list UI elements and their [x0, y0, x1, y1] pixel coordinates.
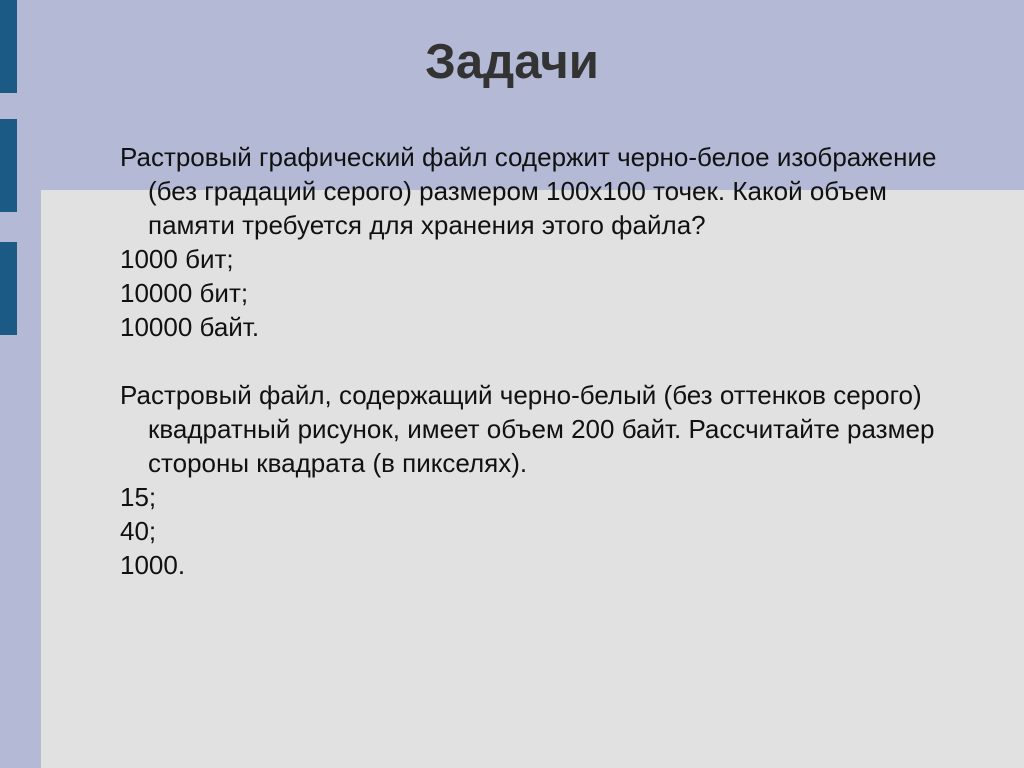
accent-bar-bottom	[0, 242, 17, 335]
task-1-answer-2: 10000 бит;	[120, 278, 249, 308]
slide-title: Задачи	[425, 35, 599, 89]
task-2-question: Растровый файл, содержащий черно-белый (без оттенков серого) квадратный рисунок, имеет объем 200 байт. Рассчитайте размер стороны квадрата (в пикселях).	[120, 380, 935, 478]
task-2-answer-3: 1000.	[120, 550, 186, 580]
accent-bar-middle	[0, 119, 17, 212]
task-2-answer-2: 40;	[120, 516, 157, 546]
task-1-answer-3: 10000 байт.	[120, 312, 260, 342]
task-separator	[120, 344, 980, 378]
task-1-question: Растровый графический файл содержит черно-белое изображение (без градаций серого) размером 100х100 точек. Какой объем памяти требуется для хранения этого файла?	[120, 142, 937, 240]
task-2-answer-1: 15;	[120, 482, 157, 512]
task-1-answer-1: 1000 бит;	[120, 244, 234, 274]
slide-body	[120, 140, 980, 582]
